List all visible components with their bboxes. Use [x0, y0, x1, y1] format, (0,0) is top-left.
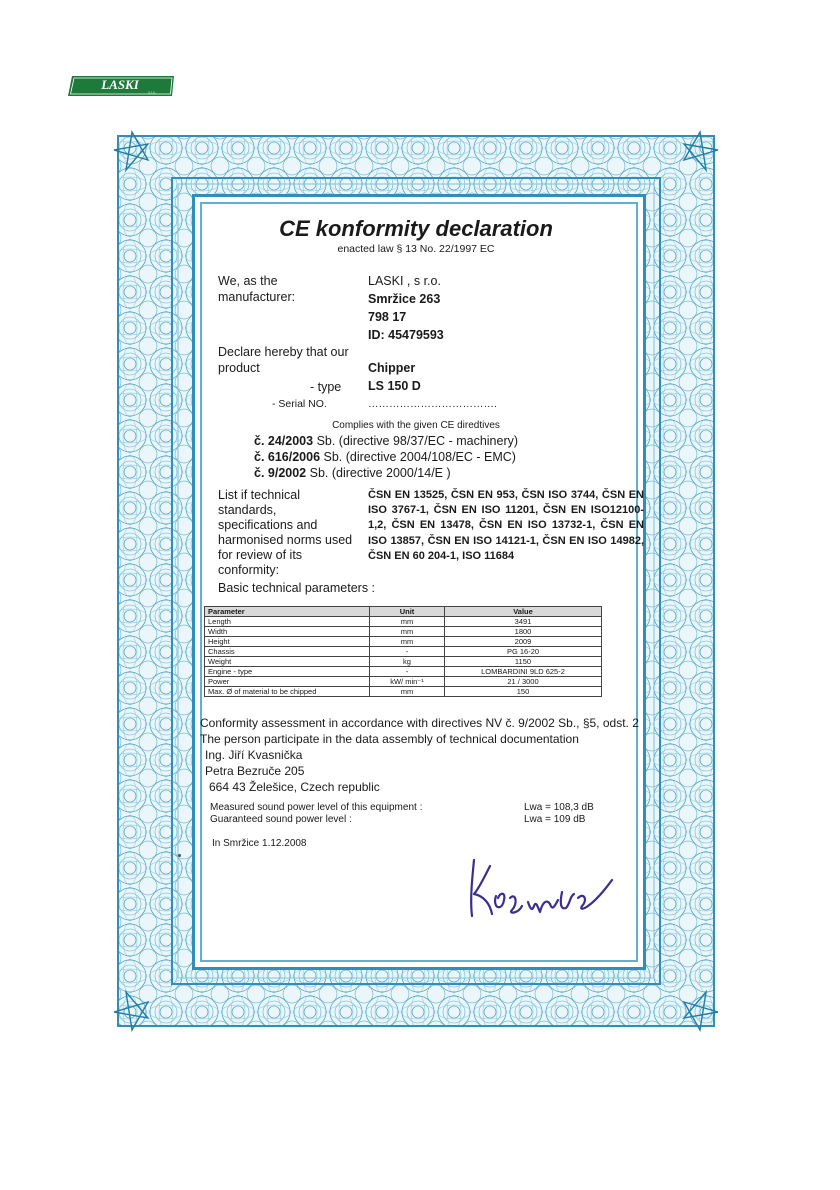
column-header: Parameter	[205, 607, 370, 617]
person-line: The person participate in the data assembly of technical documentation	[200, 732, 579, 746]
table-row	[205, 617, 602, 627]
value-cell: PG 16-20	[445, 647, 602, 657]
guaranteed-label: Guaranteed sound power level :	[210, 814, 352, 825]
table-row	[205, 667, 602, 677]
directive-1	[254, 434, 518, 448]
standards-label-line: List if technical	[218, 488, 300, 502]
manufacturer-label-line-1: We, as the	[218, 274, 278, 288]
type-label: - type	[310, 380, 342, 394]
value-cell: 3491	[445, 617, 602, 627]
unit-cell: mm	[370, 637, 445, 647]
standards-label	[218, 488, 352, 578]
param-cell: Chassis	[205, 647, 370, 657]
directive-2	[254, 450, 516, 464]
unit-cell: -	[370, 667, 445, 677]
complies-heading: Complies with the given CE diredtives	[332, 420, 500, 431]
signature	[466, 852, 616, 922]
measured-label: Measured sound power level of this equipment :	[210, 802, 423, 813]
directive-3	[254, 466, 451, 480]
table-row	[205, 637, 602, 647]
page-subtitle: enacted law § 13 No. 22/1997 EC	[337, 243, 495, 255]
column-header: Value	[445, 607, 602, 617]
unit-cell: kW/ min⁻¹	[370, 677, 445, 687]
param-cell: Weight	[205, 657, 370, 667]
directive-1-text: Sb. (directive 98/37/EC - machinery)	[313, 434, 519, 448]
table-header-row	[205, 607, 602, 617]
table-row	[205, 677, 602, 687]
type-value: LS 150 D	[368, 379, 421, 393]
directive-2-text: Sb. (directive 2004/108/EC - EMC)	[320, 450, 516, 464]
product-label-line-2: product	[218, 361, 260, 375]
column-header: Unit	[370, 607, 445, 617]
measured-value: Lwa = 108,3 dB	[524, 802, 594, 813]
manufacturer-zip: 798 17	[368, 310, 407, 324]
product-name: Chipper	[368, 361, 416, 375]
laski-logo	[68, 74, 176, 98]
params-table	[204, 606, 602, 697]
standards-label-line: harmonised norms used	[218, 533, 353, 547]
value-cell: 21 / 3000	[445, 677, 602, 687]
directive-2-number: č. 616/2006	[254, 450, 321, 464]
person-street: Petra Bezruče 205	[205, 764, 305, 778]
param-cell: Length	[205, 617, 370, 627]
bullet-dot	[178, 854, 181, 857]
manufacturer-name: LASKI , s r.o.	[368, 274, 441, 288]
value-cell: 150	[445, 687, 602, 697]
logo-text: LASKI	[101, 77, 139, 92]
directive-1-number: č. 24/2003	[254, 434, 314, 448]
product-label	[218, 344, 349, 376]
unit-cell: -	[370, 647, 445, 657]
manufacturer-label	[218, 273, 295, 305]
unit-cell: mm	[370, 617, 445, 627]
logo-graphic	[68, 74, 176, 98]
value-cell: 1150	[445, 657, 602, 667]
standards-label-line: standards,	[218, 503, 277, 517]
directive-3-text: Sb. (directive 2000/14/E )	[306, 466, 451, 480]
logo-subtext: s.r.o.	[148, 90, 156, 95]
standards-list: ČSN EN 13525, ČSN EN 953, ČSN ISO 3744, ČSN EN ISO 3767-1, ČSN EN ISO 11201, ČSN EN ISO12100-1,2, ČSN EN 13478, ČSN EN ISO 13732-1, ČSN EN ISO 13857, ČSN EN ISO 14121-1, ČSN EN ISO 14982, ČSN EN 60 204-1, ISO 11684	[368, 489, 644, 562]
table-row	[205, 687, 602, 697]
page-title: CE konformity declaration	[279, 216, 553, 241]
unit-cell: mm	[370, 687, 445, 697]
product-label-line-1: Declare hereby that our	[218, 345, 349, 359]
params-heading: Basic technical parameters :	[218, 581, 376, 595]
standards-label-line: conformity:	[218, 563, 280, 577]
param-cell: Height	[205, 637, 370, 647]
table-row	[205, 627, 602, 637]
place-date: In Smržice 1.12.2008	[212, 838, 307, 849]
assessment-line: Conformity assessment in accordance with directives NV č. 9/2002 Sb., §5, odst. 2	[200, 716, 639, 730]
unit-cell: mm	[370, 627, 445, 637]
value-cell: LOMBARDINI 9LD 625-2	[445, 667, 602, 677]
standards-label-line: specifications and	[218, 518, 318, 532]
person-city: 664 43 Želešice, Czech republic	[209, 780, 380, 794]
certificate	[112, 130, 720, 1032]
table-row	[205, 647, 602, 657]
guaranteed-value: Lwa = 109 dB	[524, 814, 586, 825]
directive-3-number: č. 9/2002	[254, 466, 307, 480]
param-cell: Engine - type	[205, 667, 370, 677]
manufacturer-street: Smržice 263	[368, 292, 441, 306]
param-cell: Width	[205, 627, 370, 637]
value-cell: 2009	[445, 637, 602, 647]
param-cell: Max. Ø of material to be chipped	[205, 687, 370, 697]
standards-label-line: for review of its	[218, 548, 303, 562]
serial-label: - Serial NO.	[272, 398, 327, 410]
param-cell: Power	[205, 677, 370, 687]
value-cell: 1800	[445, 627, 602, 637]
serial-value: ……………………………….	[368, 398, 497, 410]
manufacturer-label-line-2: manufacturer:	[218, 290, 296, 304]
manufacturer-id: ID: 45479593	[368, 328, 444, 342]
table-row	[205, 657, 602, 667]
unit-cell: kg	[370, 657, 445, 667]
person-name: Ing. Jiří Kvasnička	[205, 748, 303, 762]
